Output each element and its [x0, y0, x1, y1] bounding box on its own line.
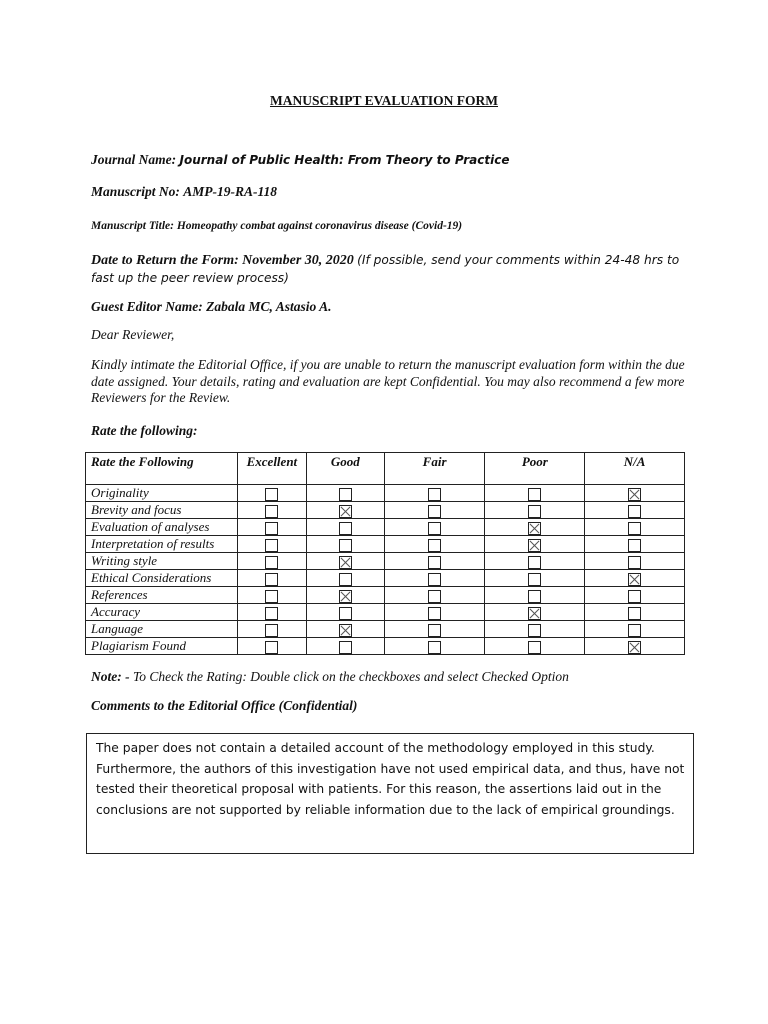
rating-cell [237, 553, 306, 570]
header-criterion: Rate the Following [86, 453, 238, 485]
rating-cell [585, 519, 685, 536]
manuscript-title-value: Homeopathy combat against coronavirus disease (Covid-19) [176, 220, 463, 232]
rating-cell [384, 485, 485, 502]
rating-cell [237, 485, 306, 502]
rating-cell [237, 638, 306, 655]
rating-cell [237, 621, 306, 638]
table-row [86, 502, 685, 519]
plagiarism-found-excellent-checkbox[interactable] [265, 641, 278, 654]
rating-cell [485, 536, 585, 553]
plagiarism-found-poor-checkbox[interactable] [528, 641, 541, 654]
rating-cell [306, 553, 384, 570]
criterion-label: Accuracy [86, 604, 238, 621]
brevity-and-focus-na-checkbox[interactable] [628, 505, 641, 518]
table-row [86, 621, 685, 638]
accuracy-na-checkbox[interactable] [628, 607, 641, 620]
rating-cell [384, 621, 485, 638]
evaluation-of-analyses-excellent-checkbox[interactable] [265, 522, 278, 535]
ethical-considerations-poor-checkbox[interactable] [528, 573, 541, 586]
manuscript-title-line [91, 218, 691, 235]
rating-cell [237, 604, 306, 621]
references-good-checkbox[interactable] [339, 590, 352, 603]
references-na-checkbox[interactable] [628, 590, 641, 603]
comments-heading: Comments to the Editorial Office (Confidential) [91, 698, 358, 713]
interpretation-of-results-na-checkbox[interactable] [628, 539, 641, 552]
evaluation-of-analyses-na-checkbox[interactable] [628, 522, 641, 535]
rating-cell [306, 638, 384, 655]
return-date-label: Date to Return the Form: [91, 253, 239, 268]
originality-fair-checkbox[interactable] [428, 488, 441, 501]
header-poor: Poor [485, 453, 585, 485]
rating-cell [306, 502, 384, 519]
originality-na-checkbox[interactable] [628, 488, 641, 501]
rating-cell [585, 502, 685, 519]
guest-editor-label: Guest Editor Name: [91, 299, 203, 314]
accuracy-poor-checkbox[interactable] [528, 607, 541, 620]
rating-cell [384, 519, 485, 536]
rating-cell [306, 604, 384, 621]
plagiarism-found-na-checkbox[interactable] [628, 641, 641, 654]
rating-cell [485, 638, 585, 655]
note-text: To Check the Rating: Double click on the checkboxes and select Checked Option [132, 669, 569, 684]
note-label: Note: - [91, 669, 130, 684]
originality-poor-checkbox[interactable] [528, 488, 541, 501]
language-poor-checkbox[interactable] [528, 624, 541, 637]
rating-cell [306, 570, 384, 587]
brevity-and-focus-fair-checkbox[interactable] [428, 505, 441, 518]
evaluation-of-analyses-poor-checkbox[interactable] [528, 522, 541, 535]
rating-cell [485, 485, 585, 502]
accuracy-excellent-checkbox[interactable] [265, 607, 278, 620]
criterion-label: Language [86, 621, 238, 638]
rating-cell [485, 502, 585, 519]
language-na-checkbox[interactable] [628, 624, 641, 637]
plagiarism-found-good-checkbox[interactable] [339, 641, 352, 654]
rating-cell [384, 638, 485, 655]
rating-cell [384, 570, 485, 587]
rating-cell [384, 536, 485, 553]
rating-cell [485, 519, 585, 536]
form-title: MANUSCRIPT EVALUATION FORM [269, 93, 499, 108]
rating-cell [237, 536, 306, 553]
language-excellent-checkbox[interactable] [265, 624, 278, 637]
rating-cell [485, 604, 585, 621]
accuracy-good-checkbox[interactable] [339, 607, 352, 620]
intro-paragraph: Kindly intimate the Editorial Office, if you are unable to return the manuscript evaluation form within the due date assigned. Your details, rating and evaluation are kept Confidential. You may also recommend a few more Reviewers for the Review. [91, 357, 685, 405]
criterion-label: Ethical Considerations [86, 570, 238, 587]
rating-table [85, 452, 685, 655]
writing-style-fair-checkbox[interactable] [428, 556, 441, 569]
accuracy-fair-checkbox[interactable] [428, 607, 441, 620]
table-row [86, 638, 685, 655]
criterion-label: References [86, 587, 238, 604]
evaluation-of-analyses-good-checkbox[interactable] [339, 522, 352, 535]
table-row [86, 485, 685, 502]
brevity-and-focus-excellent-checkbox[interactable] [265, 505, 278, 518]
rating-cell [237, 570, 306, 587]
note-line [91, 669, 691, 686]
rating-cell [585, 570, 685, 587]
writing-style-excellent-checkbox[interactable] [265, 556, 278, 569]
header-excellent: Excellent [237, 453, 306, 485]
originality-excellent-checkbox[interactable] [265, 488, 278, 501]
rating-cell [306, 621, 384, 638]
rating-cell [485, 587, 585, 604]
table-row [86, 519, 685, 536]
manuscript-no-label: Manuscript No: [91, 184, 180, 199]
writing-style-poor-checkbox[interactable] [528, 556, 541, 569]
rating-cell [485, 621, 585, 638]
brevity-and-focus-good-checkbox[interactable] [339, 505, 352, 518]
ethical-considerations-excellent-checkbox[interactable] [265, 573, 278, 586]
interpretation-of-results-poor-checkbox[interactable] [528, 539, 541, 552]
rating-cell [384, 553, 485, 570]
rate-heading: Rate the following: [91, 423, 198, 438]
table-row [86, 536, 685, 553]
rating-cell [306, 519, 384, 536]
journal-name-label: Journal Name: [91, 152, 177, 167]
rating-cell [585, 587, 685, 604]
greeting: Dear Reviewer, [91, 327, 175, 342]
rating-cell [485, 570, 585, 587]
journal-name-line [91, 152, 691, 169]
table-row [86, 604, 685, 621]
rating-cell [306, 536, 384, 553]
header-fair: Fair [384, 453, 485, 485]
language-good-checkbox[interactable] [339, 624, 352, 637]
header-na: N/A [585, 453, 685, 485]
references-poor-checkbox[interactable] [528, 590, 541, 603]
rating-cell [585, 638, 685, 655]
language-fair-checkbox[interactable] [428, 624, 441, 637]
criterion-label: Interpretation of results [86, 536, 238, 553]
rating-cell [384, 587, 485, 604]
plagiarism-found-fair-checkbox[interactable] [428, 641, 441, 654]
writing-style-na-checkbox[interactable] [628, 556, 641, 569]
rating-cell [237, 587, 306, 604]
table-row [86, 553, 685, 570]
rating-cell [237, 519, 306, 536]
guest-editor-line [91, 299, 691, 316]
criterion-label: Evaluation of analyses [86, 519, 238, 536]
rating-cell [384, 604, 485, 621]
manuscript-no-line [91, 184, 691, 201]
header-good: Good [306, 453, 384, 485]
rating-cell [585, 553, 685, 570]
criterion-label: Plagiarism Found [86, 638, 238, 655]
criterion-label: Brevity and focus [86, 502, 238, 519]
rating-cell [306, 587, 384, 604]
ethical-considerations-fair-checkbox[interactable] [428, 573, 441, 586]
interpretation-of-results-fair-checkbox[interactable] [428, 539, 441, 552]
rating-cell [585, 485, 685, 502]
ethical-considerations-na-checkbox[interactable] [628, 573, 641, 586]
comments-box[interactable]: The paper does not contain a detailed account of the methodology employed in this study. Furthermore, the authors of this investigation have not used empirical data, and thus, have not tested their theoretical proposal with patients. For this reason, the assertions laid out in the conclusions are not supported by reliable information due to the lack of empirical groundings. [86, 733, 694, 854]
journal-name-value: Journal of Public Health: From Theory to Practice [179, 153, 510, 167]
references-excellent-checkbox[interactable] [265, 590, 278, 603]
rating-cell [485, 553, 585, 570]
rating-cell [237, 502, 306, 519]
brevity-and-focus-poor-checkbox[interactable] [528, 505, 541, 518]
rating-cell [585, 604, 685, 621]
manuscript-title-label: Manuscript Title: [91, 220, 174, 232]
rating-cell [585, 536, 685, 553]
criterion-label: Originality [86, 485, 238, 502]
criterion-label: Writing style [86, 553, 238, 570]
references-fair-checkbox[interactable] [428, 590, 441, 603]
guest-editor-value: Zabala MC, Astasio A. [206, 299, 332, 314]
rating-table-header [86, 453, 685, 485]
manuscript-no-value: AMP-19-RA-118 [183, 184, 278, 199]
table-row [86, 570, 685, 587]
evaluation-of-analyses-fair-checkbox[interactable] [428, 522, 441, 535]
return-date-line [91, 252, 691, 286]
ethical-considerations-good-checkbox[interactable] [339, 573, 352, 586]
rating-cell [306, 485, 384, 502]
interpretation-of-results-good-checkbox[interactable] [339, 539, 352, 552]
return-date-note: (If possible, send your comments within 24-48 hrs to fast up the peer review process) [91, 253, 680, 285]
rating-cell [585, 621, 685, 638]
rating-cell [384, 502, 485, 519]
interpretation-of-results-excellent-checkbox[interactable] [265, 539, 278, 552]
originality-good-checkbox[interactable] [339, 488, 352, 501]
writing-style-good-checkbox[interactable] [339, 556, 352, 569]
return-date-value: November 30, 2020 [242, 253, 354, 268]
table-row [86, 587, 685, 604]
